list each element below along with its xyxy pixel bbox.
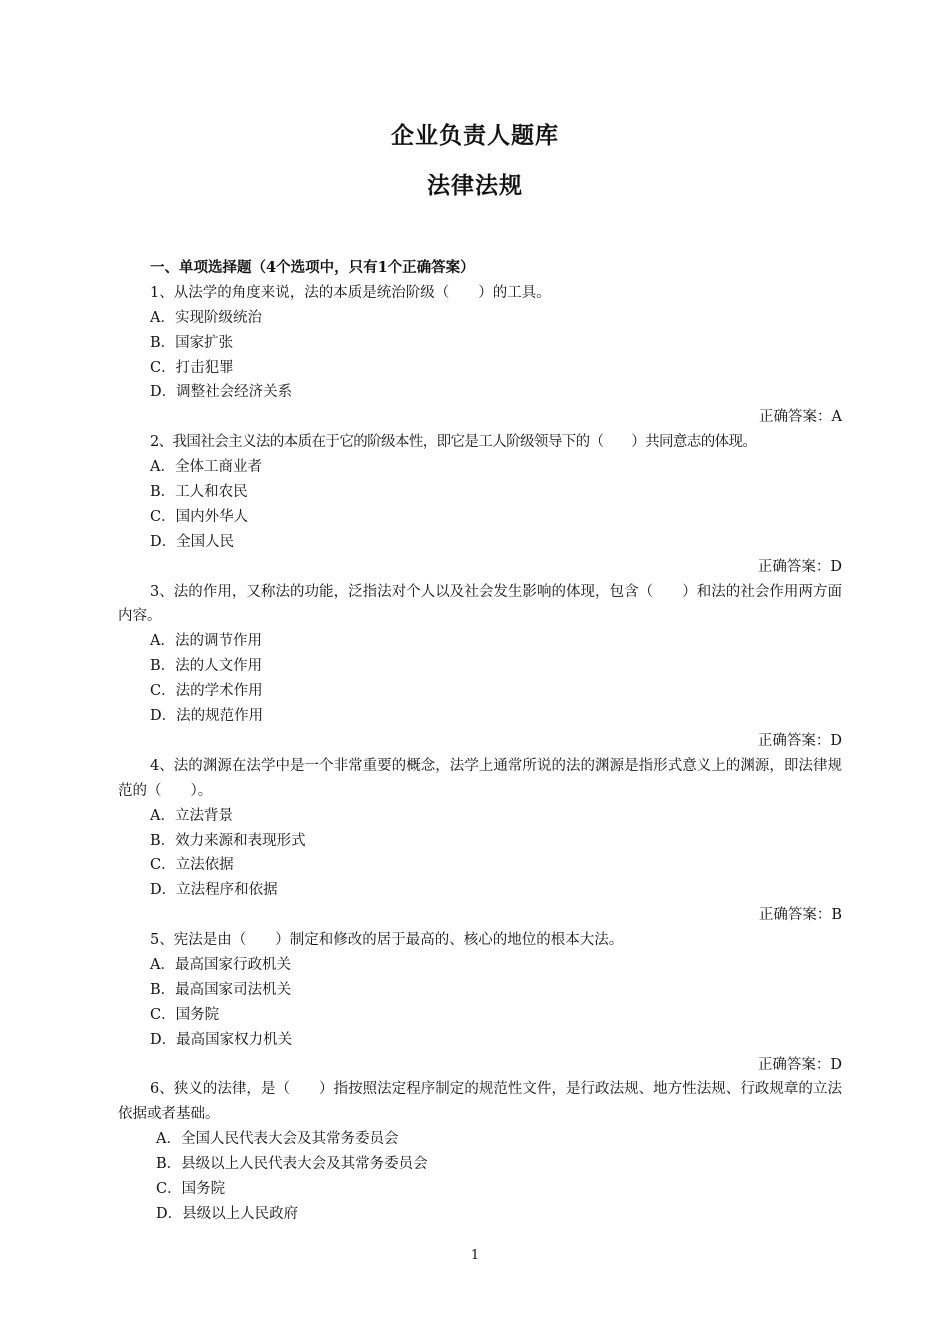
question-6-stem: 6、狭义的法律，是（ ）指按照法定程序制定的规范性文件，是行政法规、地方性法规、行政规章的立法依据或者基础。 — [118, 1081, 842, 1123]
question-2-option-c: C．国内外华人 — [150, 508, 249, 525]
document-subtitle: 法律法规 — [427, 172, 523, 199]
question-3-stem: 3、法的作用，又称法的功能，泛指法对个人以及社会发生影响的体现，包含（ ）和法的社会作用两方面内容。 — [118, 583, 842, 625]
document-title: 企业负责人题库 — [391, 122, 559, 149]
question-5-option-a: A．最高国家行政机关 — [150, 957, 291, 973]
question-3-answer: 正确答案：D — [757, 732, 842, 749]
question-1-answer: 正确答案：A — [759, 409, 842, 426]
question-2-answer: 正确答案：D — [757, 558, 842, 575]
question-4-option-a: A．立法背景 — [150, 807, 233, 824]
question-6-option-a: A．全国人民代表大会及其常务委员会 — [156, 1131, 399, 1148]
question-4-answer: 正确答案：B — [758, 907, 842, 924]
section-heading: 一、单项选择题（4个选项中，只有1个正确答案） — [150, 259, 475, 276]
question-2-option-a: A．全体工商业者 — [150, 459, 262, 476]
question-1-option-a: A．实现阶级统治 — [150, 309, 262, 326]
question-4-option-b: B．效力来源和表现形式 — [150, 832, 306, 849]
question-1-option-c: C．打击犯罪 — [150, 359, 234, 376]
question-3-option-b: B．法的人文作用 — [150, 658, 263, 675]
question-5-option-d: D．最高国家权力机关 — [150, 1031, 293, 1048]
question-6-option-c: C．国务院 — [156, 1181, 226, 1198]
question-3-option-c: C．法的学术作用 — [150, 683, 263, 700]
question-3-option-d: D．法的规范作用 — [150, 708, 264, 725]
question-5-option-b: B．最高国家司法机关 — [150, 981, 292, 998]
question-3-option-a: A．法的调节作用 — [150, 633, 262, 650]
question-4-stem: 4、法的渊源在法学中是一个非常重要的概念，法学上通常所说的法的渊源是指形式意义上的渊源，即法律规范的（ ）。 — [118, 757, 842, 799]
question-4-option-d: D．立法程序和依据 — [150, 882, 278, 899]
question-4-option-c: C．立法依据 — [150, 857, 234, 874]
question-2-stem: 2、我国社会主义法的本质在于它的阶级本性，即它是工人阶级领导下的（ ）共同意志的体现。 — [150, 434, 757, 451]
question-6-option-b: B．县级以上人民代表大会及其常务委员会 — [156, 1156, 428, 1173]
question-1-option-b: B．国家扩张 — [150, 334, 234, 351]
question-1-stem: 1、从法学的角度来说，法的本质是统治阶级（ ）的工具。 — [150, 284, 551, 301]
question-5-stem: 5、宪法是由（ ）制定和修改的居于最高的、核心的地位的根本大法。 — [150, 932, 624, 949]
question-5-option-c: C．国务院 — [150, 1006, 220, 1023]
question-5-answer: 正确答案：D — [757, 1056, 842, 1073]
question-2-option-d: D．全国人民 — [150, 533, 235, 550]
question-2-option-b: B．工人和农民 — [150, 484, 248, 501]
page-number: 1 — [470, 1248, 480, 1263]
question-6-option-d: D．县级以上人民政府 — [156, 1205, 299, 1222]
question-1-option-d: D．调整社会经济关系 — [150, 384, 293, 401]
question-list — [118, 256, 842, 1227]
